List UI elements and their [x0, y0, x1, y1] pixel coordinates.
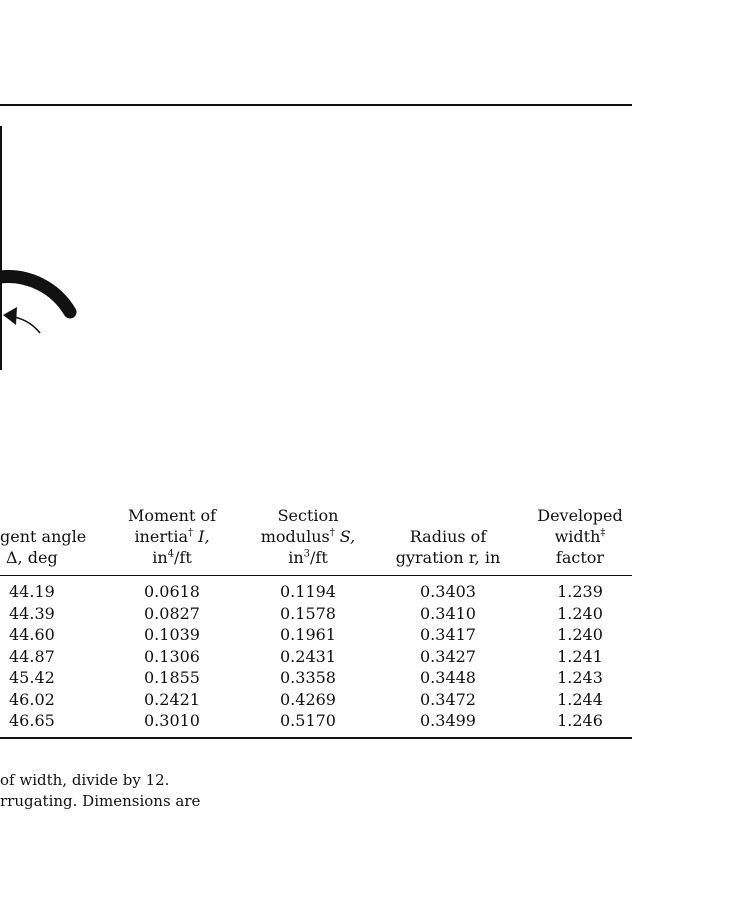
footnote-line-2: rrugating. Dimensions are: [0, 792, 201, 810]
cell-tangent-angle: 46.02: [9, 689, 55, 709]
header-radius-of-gyration: Radius of gyration r, in: [395, 527, 501, 567]
header-section-modulus: Section modulus† S, $in^3/ft$: [260, 506, 356, 567]
cell-moment-of-inertia: 0.3010: [144, 711, 200, 730]
diagram-arc-section: [0, 277, 70, 312]
cell-section-modulus: 0.1194: [280, 582, 336, 601]
top-rule: [0, 104, 632, 106]
cell-tangent-angle: 46.65: [9, 711, 55, 730]
cell-moment-of-inertia: 0.2421: [144, 689, 200, 709]
cell-developed-width-factor: 1.239: [557, 582, 603, 601]
cell-radius-of-gyration: 0.3448: [420, 668, 476, 687]
cell-moment-of-inertia: 0.1306: [144, 646, 200, 666]
footnote-line-1: of width, divide by 12.: [0, 771, 170, 789]
cell-section-modulus: 0.1578: [280, 603, 336, 623]
cell-tangent-angle: 45.42: [9, 668, 55, 687]
cell-radius-of-gyration: 0.3472: [420, 689, 476, 709]
cell-section-modulus: 0.1961: [280, 625, 336, 644]
header-tangent-angle: gent angle Δ, deg: [0, 527, 87, 567]
cell-section-modulus: 0.2431: [280, 646, 336, 666]
cell-developed-width-factor: 1.244: [557, 689, 603, 709]
cell-tangent-angle: 44.87: [9, 646, 55, 666]
cell-section-modulus: 0.5170: [280, 711, 336, 730]
cell-moment-of-inertia: 0.1855: [144, 668, 200, 687]
cell-radius-of-gyration: 0.3427: [420, 646, 476, 666]
cell-developed-width-factor: 1.241: [557, 646, 603, 666]
cell-section-modulus: 0.4269: [280, 689, 336, 709]
cell-radius-of-gyration: 0.3499: [420, 711, 476, 730]
cell-radius-of-gyration: 0.3410: [420, 603, 476, 623]
cell-radius-of-gyration: 0.3417: [420, 625, 476, 644]
corrugation-profile-diagram: [0, 120, 120, 380]
arrowhead-icon: [3, 307, 17, 325]
cell-tangent-angle: 44.39: [9, 603, 55, 623]
cell-developed-width-factor: 1.243: [557, 668, 603, 687]
cell-moment-of-inertia: 0.0618: [144, 582, 200, 601]
cell-developed-width-factor: 1.246: [557, 711, 603, 730]
header-moment-of-inertia: Moment of inertia† I, $in^4/ft$: [127, 506, 217, 567]
header-rule: [0, 575, 632, 576]
cell-moment-of-inertia: 0.1039: [144, 625, 200, 644]
cell-section-modulus: 0.3358: [280, 668, 336, 687]
cell-radius-of-gyration: 0.3403: [420, 582, 476, 601]
cell-moment-of-inertia: 0.0827: [144, 603, 200, 623]
cell-developed-width-factor: 1.240: [557, 603, 603, 623]
cell-tangent-angle: 44.19: [9, 582, 55, 601]
cell-tangent-angle: 44.60: [9, 625, 55, 644]
header-developed-width-factor: Developed width‡ factor: [537, 506, 623, 567]
bottom-rule: [0, 737, 632, 739]
cell-developed-width-factor: 1.240: [557, 625, 603, 644]
